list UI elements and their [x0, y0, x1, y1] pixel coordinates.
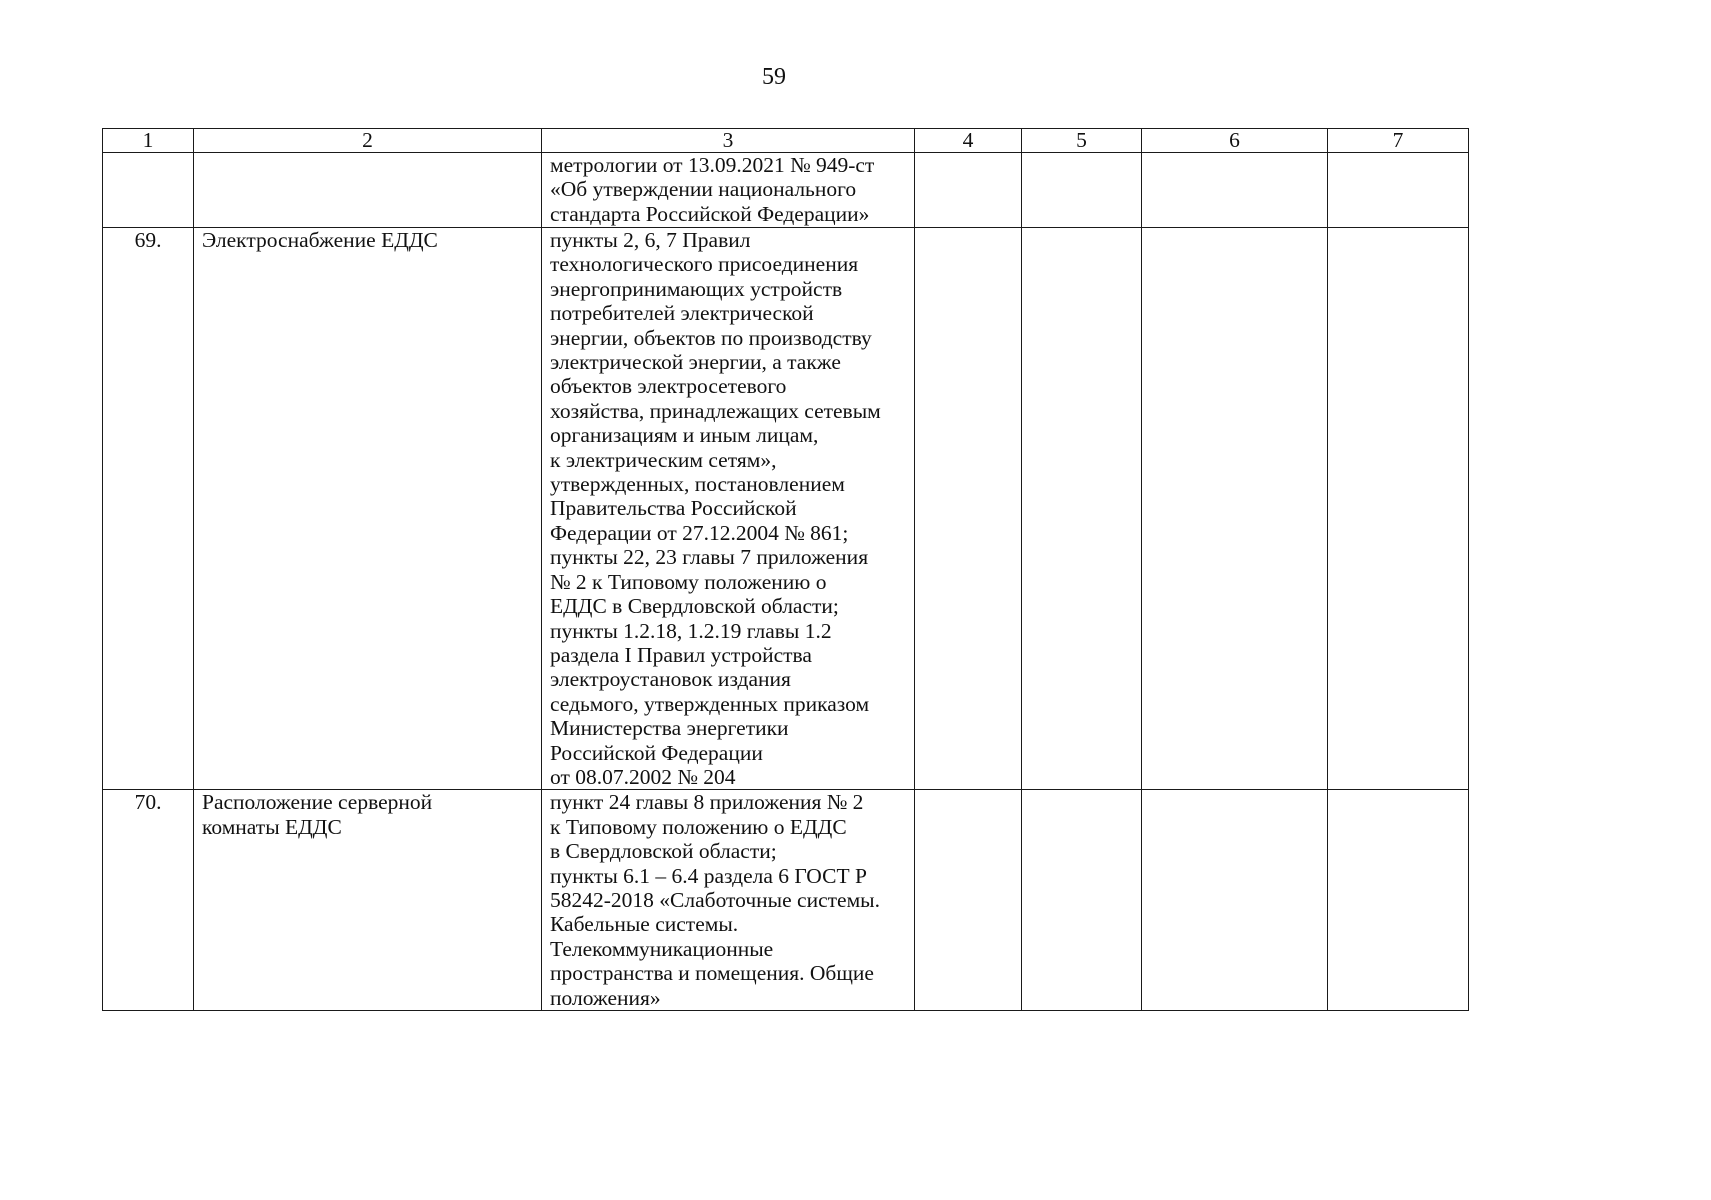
column-header-3: 3 [542, 129, 915, 153]
table-row [103, 228, 1469, 790]
requirements-table [102, 128, 1469, 1011]
legal-basis: пункты 2, 6, 7 Правил технологического присоединения энергопринимающих устройств потребителей электрической энергии, объектов по производству электрической энергии, а также объектов электросетевого хозяйства, принадлежащих сетевым организациям и иным лицам, к электрическим сетям», утвержденных, постановлением Правительства Российской Федерации от 27.12.2004 № 861; пункты 22, 23 главы 7 приложения № 2 к Типовому положению о ЕДДС в Свердловской области; пункты 1.2.18, 1.2.19 главы 1.2 раздела I Правил устройства электроустановок издания седьмого, утвержденных приказом Министерства энергетики Российской Федерации от 08.07.2002 № 204 [542, 228, 915, 790]
cell-col6 [1142, 228, 1328, 790]
row-number: 70. [103, 790, 194, 1011]
column-header-7: 7 [1328, 129, 1469, 153]
column-header-6: 6 [1142, 129, 1328, 153]
table-row [103, 153, 1469, 228]
cell-col5 [1022, 228, 1142, 790]
column-header-1: 1 [103, 129, 194, 153]
table-row [103, 790, 1469, 1011]
column-header-2: 2 [194, 129, 542, 153]
requirement-subject: Электроснабжение ЕДДС [194, 228, 542, 790]
column-header-4: 4 [915, 129, 1022, 153]
row-number: 69. [103, 228, 194, 790]
cell-col6 [1142, 153, 1328, 228]
column-header-5: 5 [1022, 129, 1142, 153]
header-row [103, 129, 1469, 153]
cell-col5 [1022, 790, 1142, 1011]
cell-col4 [915, 153, 1022, 228]
cell-col4 [915, 790, 1022, 1011]
cell-col5 [1022, 153, 1142, 228]
cell-col7 [1328, 153, 1469, 228]
cell-col6 [1142, 790, 1328, 1011]
cell-col7 [1328, 228, 1469, 790]
cell-col7 [1328, 790, 1469, 1011]
row-number [103, 153, 194, 228]
requirement-subject: Расположение серверной комнаты ЕДДС [194, 790, 542, 1011]
page-number: 59 [762, 64, 786, 90]
legal-basis: метрологии от 13.09.2021 № 949-ст «Об утверждении национального стандарта Российской Федерации» [542, 153, 915, 228]
cell-col4 [915, 228, 1022, 790]
legal-basis: пункт 24 главы 8 приложения № 2 к Типовому положению о ЕДДС в Свердловской области; пункты 6.1 – 6.4 раздела 6 ГОСТ Р 58242-2018 «Слаботочные системы. Кабельные системы. Телекоммуникационные пространства и помещения. Общие положения» [542, 790, 915, 1011]
requirement-subject [194, 153, 542, 228]
